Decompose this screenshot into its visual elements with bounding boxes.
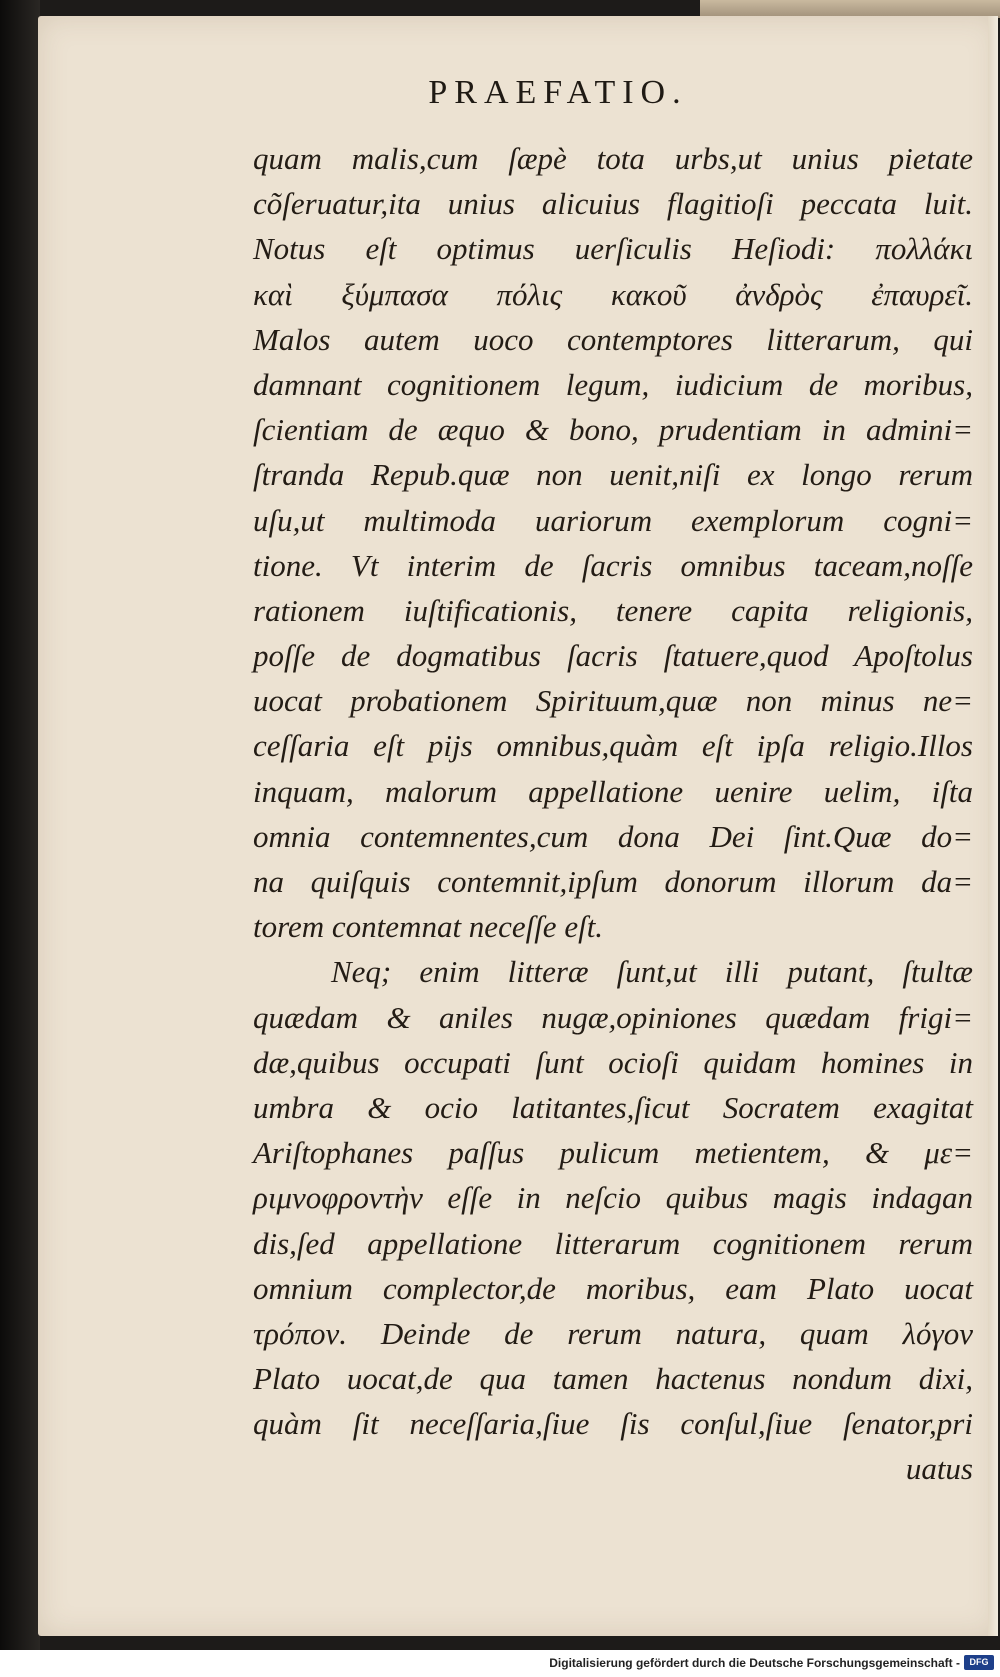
text-line: τρόπον. Deinde de rerum natura, quam λόγον: [253, 1315, 973, 1351]
text-line: ceſſaria eſt pijs omnibus,quàm eſt ipſa religio.Illos: [253, 728, 973, 764]
book-page: [38, 16, 998, 1636]
text-line: na quiſquis contemnit,ipſum donorum illorum da=: [253, 864, 973, 899]
text-line: umbra & ocio latitantes,ſicut Socratem exagitat: [253, 1089, 973, 1125]
text-line: poſſe de dogmatibus ſacris ſtatuere,quod Apoſtolus: [253, 638, 973, 674]
text-line: quàm ſit neceſſaria,ſiue ſis conſul,ſiue ſenator,pri: [253, 1406, 973, 1442]
text-line: uſu,ut multimoda uariorum exemplorum cogni=: [253, 502, 973, 538]
text-line: omnium complector,de moribus, eam Plato uocat: [253, 1270, 973, 1306]
text-line: cõſeruatur,ita unius alicuius flagitioſi peccata luit.: [253, 186, 973, 222]
text-line: inquam, malorum appellatione uenire uelim, iſta: [253, 773, 973, 809]
text-line: quædam & aniles nugæ,opiniones quædam frigi=: [253, 999, 973, 1035]
running-head: PRAEFATIO.: [428, 74, 688, 111]
text-line: ριμνοφροντὴν eſſe in neſcio quibus magis indagan: [253, 1180, 973, 1216]
text-line: καὶ ξύμπασα πόλις κακοῦ ἀνδρὸς ἐπαυρεῖ.: [253, 276, 973, 312]
text-line: ſtranda Repub.quæ non uenit,niſi ex longo rerum: [253, 457, 973, 493]
body-text: [253, 136, 973, 1492]
dfg-logo: DFG: [964, 1655, 994, 1670]
text-line: uocat probationem Spirituum,quæ non minus ne=: [253, 683, 973, 719]
book-gutter-shadow: [0, 0, 40, 1650]
text-line: damnant cognitionem legum, iudicium de moribus,: [253, 366, 973, 402]
text-line: Notus eſt optimus uerſiculis Heſiodi: πολλάκι: [253, 231, 973, 267]
text-line: Plato uocat,de qua tamen hactenus nondum dixi,: [253, 1361, 973, 1397]
text-line: dis,ſed appellatione litterarum cognitionem rerum: [253, 1225, 973, 1261]
text-line: quam malis,cum ſæpè tota urbs,ut unius pietate: [253, 141, 973, 176]
text-line: Ariſtophanes paſſus pulicum metientem, & με=: [253, 1135, 973, 1171]
catchword: uatus: [905, 1451, 973, 1487]
text-line: rationem iuſtificationis, tenere capita religionis,: [253, 592, 973, 628]
text-line: torem contemnat neceſſe eſt.: [253, 909, 604, 945]
text-line: ſcientiam de æquo & bono, prudentiam in admini=: [253, 412, 973, 448]
text-line: Malos autem uoco contemptores litterarum, qui: [253, 321, 973, 357]
text-line: omnia contemnentes,cum dona Dei ſint.Quæ do=: [253, 818, 973, 854]
page-edge: [988, 16, 998, 1636]
text-line: tione. Vt interim de ſacris omnibus taceam,noſſe: [253, 547, 973, 583]
text-line: Neq; enim litteræ ſunt,ut illi putant, ſtultæ: [331, 954, 973, 990]
text-line: dæ,quibus occupati ſunt ocioſi quidam homines in: [253, 1044, 973, 1080]
digitization-footer: [0, 1650, 1000, 1677]
funding-credit: Digitalisierung gefördert durch die Deutsche Forschungsgemeinschaft -: [549, 1656, 960, 1670]
